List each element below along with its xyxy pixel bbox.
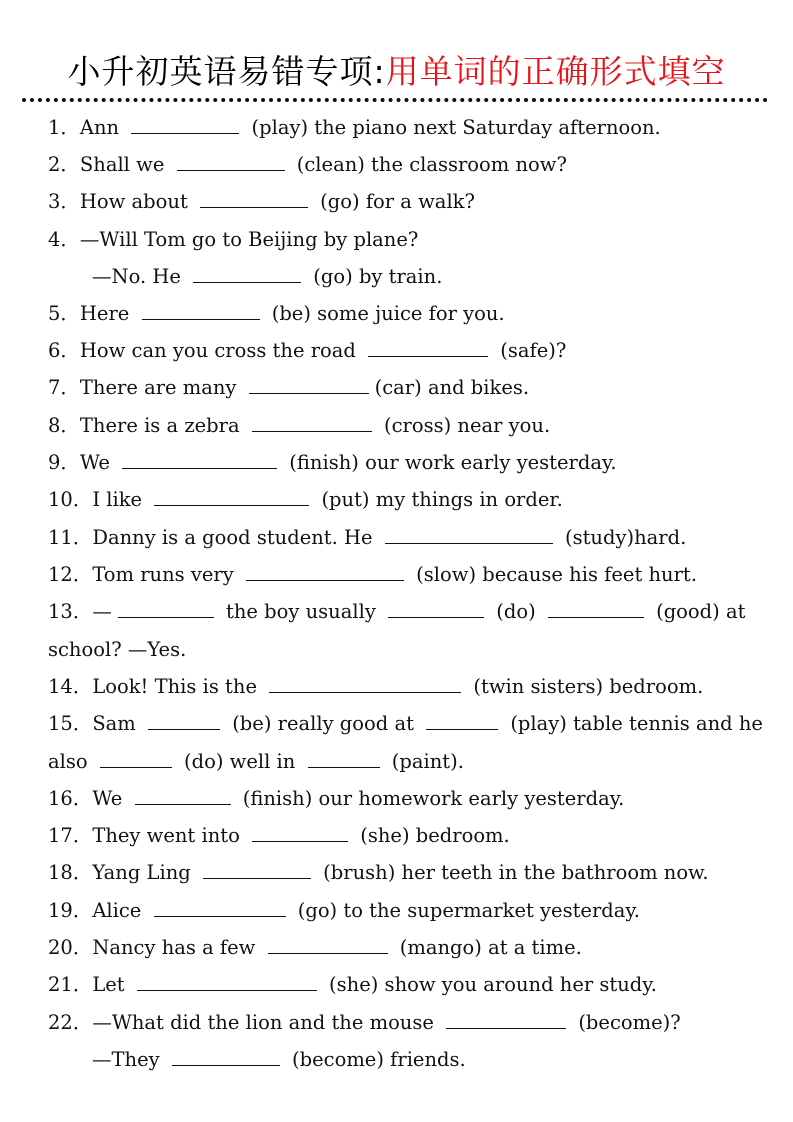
question-row [92, 1045, 466, 1075]
question-row [48, 896, 640, 926]
question-text: (safe)? [494, 339, 567, 362]
question-text: (good) at [649, 600, 746, 623]
question-row [48, 672, 703, 702]
question-text: (finish) our work early yesterday. [283, 451, 617, 474]
answer-blank[interactable] [148, 711, 220, 730]
question-text: (brush) her teeth in the bathroom now. [316, 861, 709, 884]
question-text: (clean) the classroom now? [290, 153, 567, 176]
question-text: also [48, 750, 94, 773]
answer-blank[interactable] [388, 599, 484, 618]
answer-blank[interactable] [131, 115, 239, 134]
answer-blank[interactable] [154, 898, 286, 917]
answer-blank[interactable] [368, 338, 488, 357]
question-text: (play) the piano next Saturday afternoon. [245, 116, 661, 139]
question-row [48, 448, 617, 478]
question-row [48, 299, 505, 329]
answer-blank[interactable] [426, 711, 498, 730]
question-text: (go) by train. [307, 265, 443, 288]
answer-blank[interactable] [268, 935, 388, 954]
question-row [48, 560, 697, 590]
question-text: (paint). [385, 750, 464, 773]
question-text: (study)hard. [558, 526, 687, 549]
question-text: (twin sisters) bedroom. [467, 675, 704, 698]
question-row [48, 187, 475, 217]
question-text: (be) some juice for you. [265, 302, 505, 325]
question-text: 12．Tom runs very [48, 563, 240, 586]
question-row [48, 597, 745, 627]
question-text: 22．—What did the lion and the mouse [48, 1011, 441, 1034]
question-row [48, 821, 510, 851]
question-row [48, 858, 709, 888]
answer-blank[interactable] [548, 599, 644, 618]
question-text: (become) friends. [285, 1048, 466, 1071]
question-text: (slow) because his feet hurt. [409, 563, 697, 586]
question-text: 20．Nancy has a few [48, 936, 262, 959]
answer-blank[interactable] [122, 450, 277, 469]
page-title [0, 46, 793, 93]
answer-blank[interactable] [385, 525, 553, 544]
question-row [48, 635, 186, 665]
question-text: (put) my things in order. [315, 488, 563, 511]
answer-blank[interactable] [137, 972, 317, 991]
question-text: 13．— [48, 600, 112, 623]
question-text: (finish) our homework early yesterday. [236, 787, 625, 810]
question-text: 19．Alice [48, 899, 148, 922]
answer-blank[interactable] [200, 189, 308, 208]
question-text: 7．There are many [48, 376, 243, 399]
question-row [48, 113, 661, 143]
answer-blank[interactable] [177, 152, 285, 171]
question-row [48, 1008, 681, 1038]
answer-blank[interactable] [135, 786, 231, 805]
question-text: 5．Here [48, 302, 136, 325]
question-row [92, 262, 442, 292]
question-text: (cross) near you. [377, 414, 551, 437]
dotted-divider [22, 98, 768, 102]
question-text: (car) and bikes. [374, 376, 530, 399]
question-row [48, 485, 563, 515]
answer-blank[interactable] [252, 413, 372, 432]
question-row [48, 747, 464, 777]
title-red-part: 用单词的正确形式填空 [385, 52, 726, 91]
question-text: (she) show you around her study. [322, 973, 657, 996]
question-text: 3．How about [48, 190, 194, 213]
question-text: 21．Let [48, 973, 131, 996]
question-text: 11．Danny is a good student. He [48, 526, 379, 549]
question-text: (go) for a walk? [313, 190, 475, 213]
question-text: (she) bedroom. [354, 824, 510, 847]
question-text: school? —Yes. [48, 638, 187, 661]
question-text: 17．They went into [48, 824, 247, 847]
question-row [48, 970, 657, 1000]
question-text: 15．Sam [48, 712, 142, 735]
question-row [48, 150, 567, 180]
question-text: 2．Shall we [48, 153, 171, 176]
question-text: 14．Look! This is the [48, 675, 264, 698]
answer-blank[interactable] [118, 599, 214, 618]
question-text: —No. He [92, 265, 188, 288]
question-text: 8．There is a zebra [48, 414, 246, 437]
question-text: —They [92, 1048, 166, 1071]
answer-blank[interactable] [203, 860, 311, 879]
question-text: (become)? [572, 1011, 681, 1034]
answer-blank[interactable] [154, 487, 309, 506]
title-black-part: 小升初英语易错专项: [67, 52, 386, 91]
question-text: 10．I like [48, 488, 149, 511]
question-text: 16．We [48, 787, 129, 810]
question-text: 6．How can you cross the road [48, 339, 363, 362]
question-row [48, 523, 686, 553]
answer-blank[interactable] [100, 749, 172, 768]
question-text: 9．We [48, 451, 117, 474]
question-row [48, 784, 624, 814]
question-row [48, 225, 418, 255]
answer-blank[interactable] [269, 674, 461, 693]
answer-blank[interactable] [193, 264, 301, 283]
question-text: 4．—Will Tom go to Beijing by plane? [48, 228, 419, 251]
answer-blank[interactable] [446, 1010, 566, 1029]
question-row [48, 373, 529, 403]
question-text: (do) well in [177, 750, 302, 773]
question-text: 1．Ann [48, 116, 126, 139]
question-row [48, 336, 566, 366]
question-text: 18．Yang Ling [48, 861, 197, 884]
question-text: (go) to the supermarket yesterday. [291, 899, 641, 922]
question-row [48, 933, 582, 963]
question-text: (play) table tennis and he [504, 712, 763, 735]
answer-blank[interactable] [249, 375, 369, 394]
answer-blank[interactable] [142, 301, 260, 320]
question-text: (do) [490, 600, 542, 623]
answer-blank[interactable] [172, 1047, 280, 1066]
answer-blank[interactable] [246, 562, 404, 581]
answer-blank[interactable] [308, 749, 380, 768]
question-row [48, 411, 550, 441]
question-row [48, 709, 763, 739]
question-text: (mango) at a time. [393, 936, 582, 959]
question-text: (be) really good at [226, 712, 421, 735]
answer-blank[interactable] [252, 823, 348, 842]
question-text: the boy usually [219, 600, 383, 623]
